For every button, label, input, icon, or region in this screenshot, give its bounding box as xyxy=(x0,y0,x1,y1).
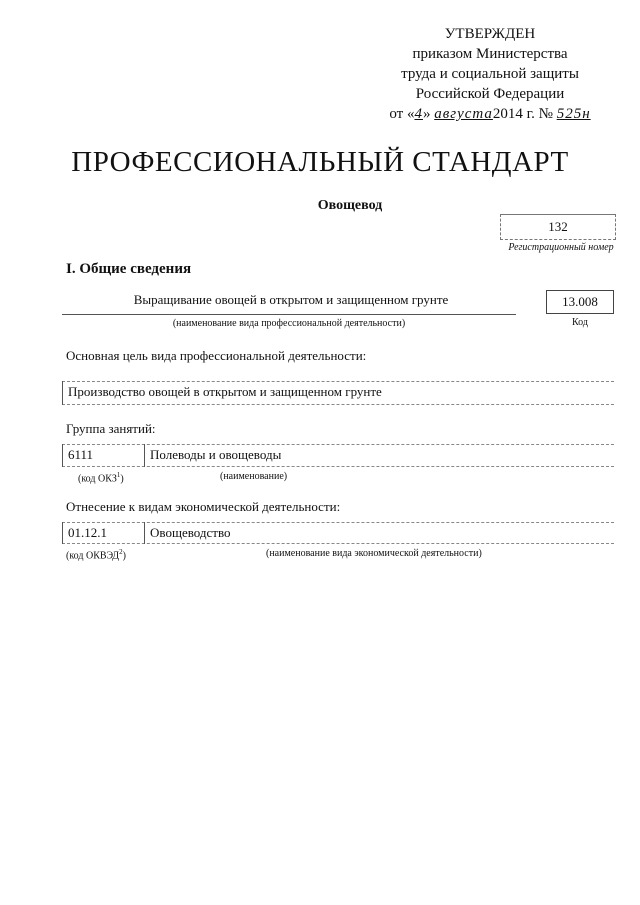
registration-number-label: Регистрационный номер xyxy=(508,242,614,253)
goal-box-top xyxy=(62,381,614,382)
economic-box-divider xyxy=(144,522,145,544)
date-year: 2014 г. № xyxy=(492,106,553,122)
activity-name-label: (наименование вида профессиональной деятельности) xyxy=(172,318,406,329)
registration-number-box: 132 xyxy=(500,214,616,240)
approval-date-line xyxy=(370,104,610,124)
occupation-code-label: (код ОКЗ$^1$) xyxy=(78,471,124,485)
document-title: ПРОФЕССИОНАЛЬНЫЙ СТАНДАРТ xyxy=(71,146,569,178)
activity-name: Выращивание овощей в открытом и защищенном грунте xyxy=(133,292,449,307)
date-prefix: от « xyxy=(389,106,415,122)
approval-line-2: приказом Министерства xyxy=(412,46,568,62)
occupations-box-divider xyxy=(144,444,145,467)
economic-code: 01.12.1 xyxy=(68,525,107,540)
order-number: 525н xyxy=(556,106,591,122)
approval-line-4: Российской Федерации xyxy=(415,86,565,102)
approval-line-3: труда и социальной защиты xyxy=(401,66,579,82)
date-mid: » xyxy=(422,106,435,122)
date-month: августа xyxy=(434,106,493,122)
goal-text: Производство овощей в открытом и защищенном грунте xyxy=(68,384,382,399)
occupation-name-label: (наименование) xyxy=(220,471,288,482)
economic-box-left xyxy=(62,522,63,544)
occupation-name: Полеводы и овощеводы xyxy=(150,447,282,462)
goal-box-bottom xyxy=(62,404,614,405)
goal-box-left xyxy=(62,381,63,405)
goal-label: Основная цель вида профессиональной деятельности: xyxy=(66,348,367,363)
activity-code-label: Код xyxy=(572,317,588,328)
approval-block xyxy=(370,24,610,124)
occupations-label: Группа занятий: xyxy=(66,421,156,436)
economic-label: Отнесение к видам экономической деятельности: xyxy=(66,499,341,514)
approval-line-1: УТВЕРЖДЕН xyxy=(444,26,536,42)
economic-code-label: (код ОКВЭД$^2$) xyxy=(66,548,126,562)
activity-code-box: 13.008 xyxy=(546,290,614,314)
activity-underline xyxy=(62,314,516,315)
profession-name: Овощевод xyxy=(317,198,383,213)
occupations-box-left xyxy=(62,444,63,467)
economic-name: Овощеводство xyxy=(150,525,231,540)
economic-name-label: (наименование вида экономической деятельности) xyxy=(266,548,482,559)
date-day: 4 xyxy=(414,106,423,122)
section-heading: I. Общие сведения xyxy=(66,261,192,277)
occupation-code: 6111 xyxy=(68,447,94,462)
